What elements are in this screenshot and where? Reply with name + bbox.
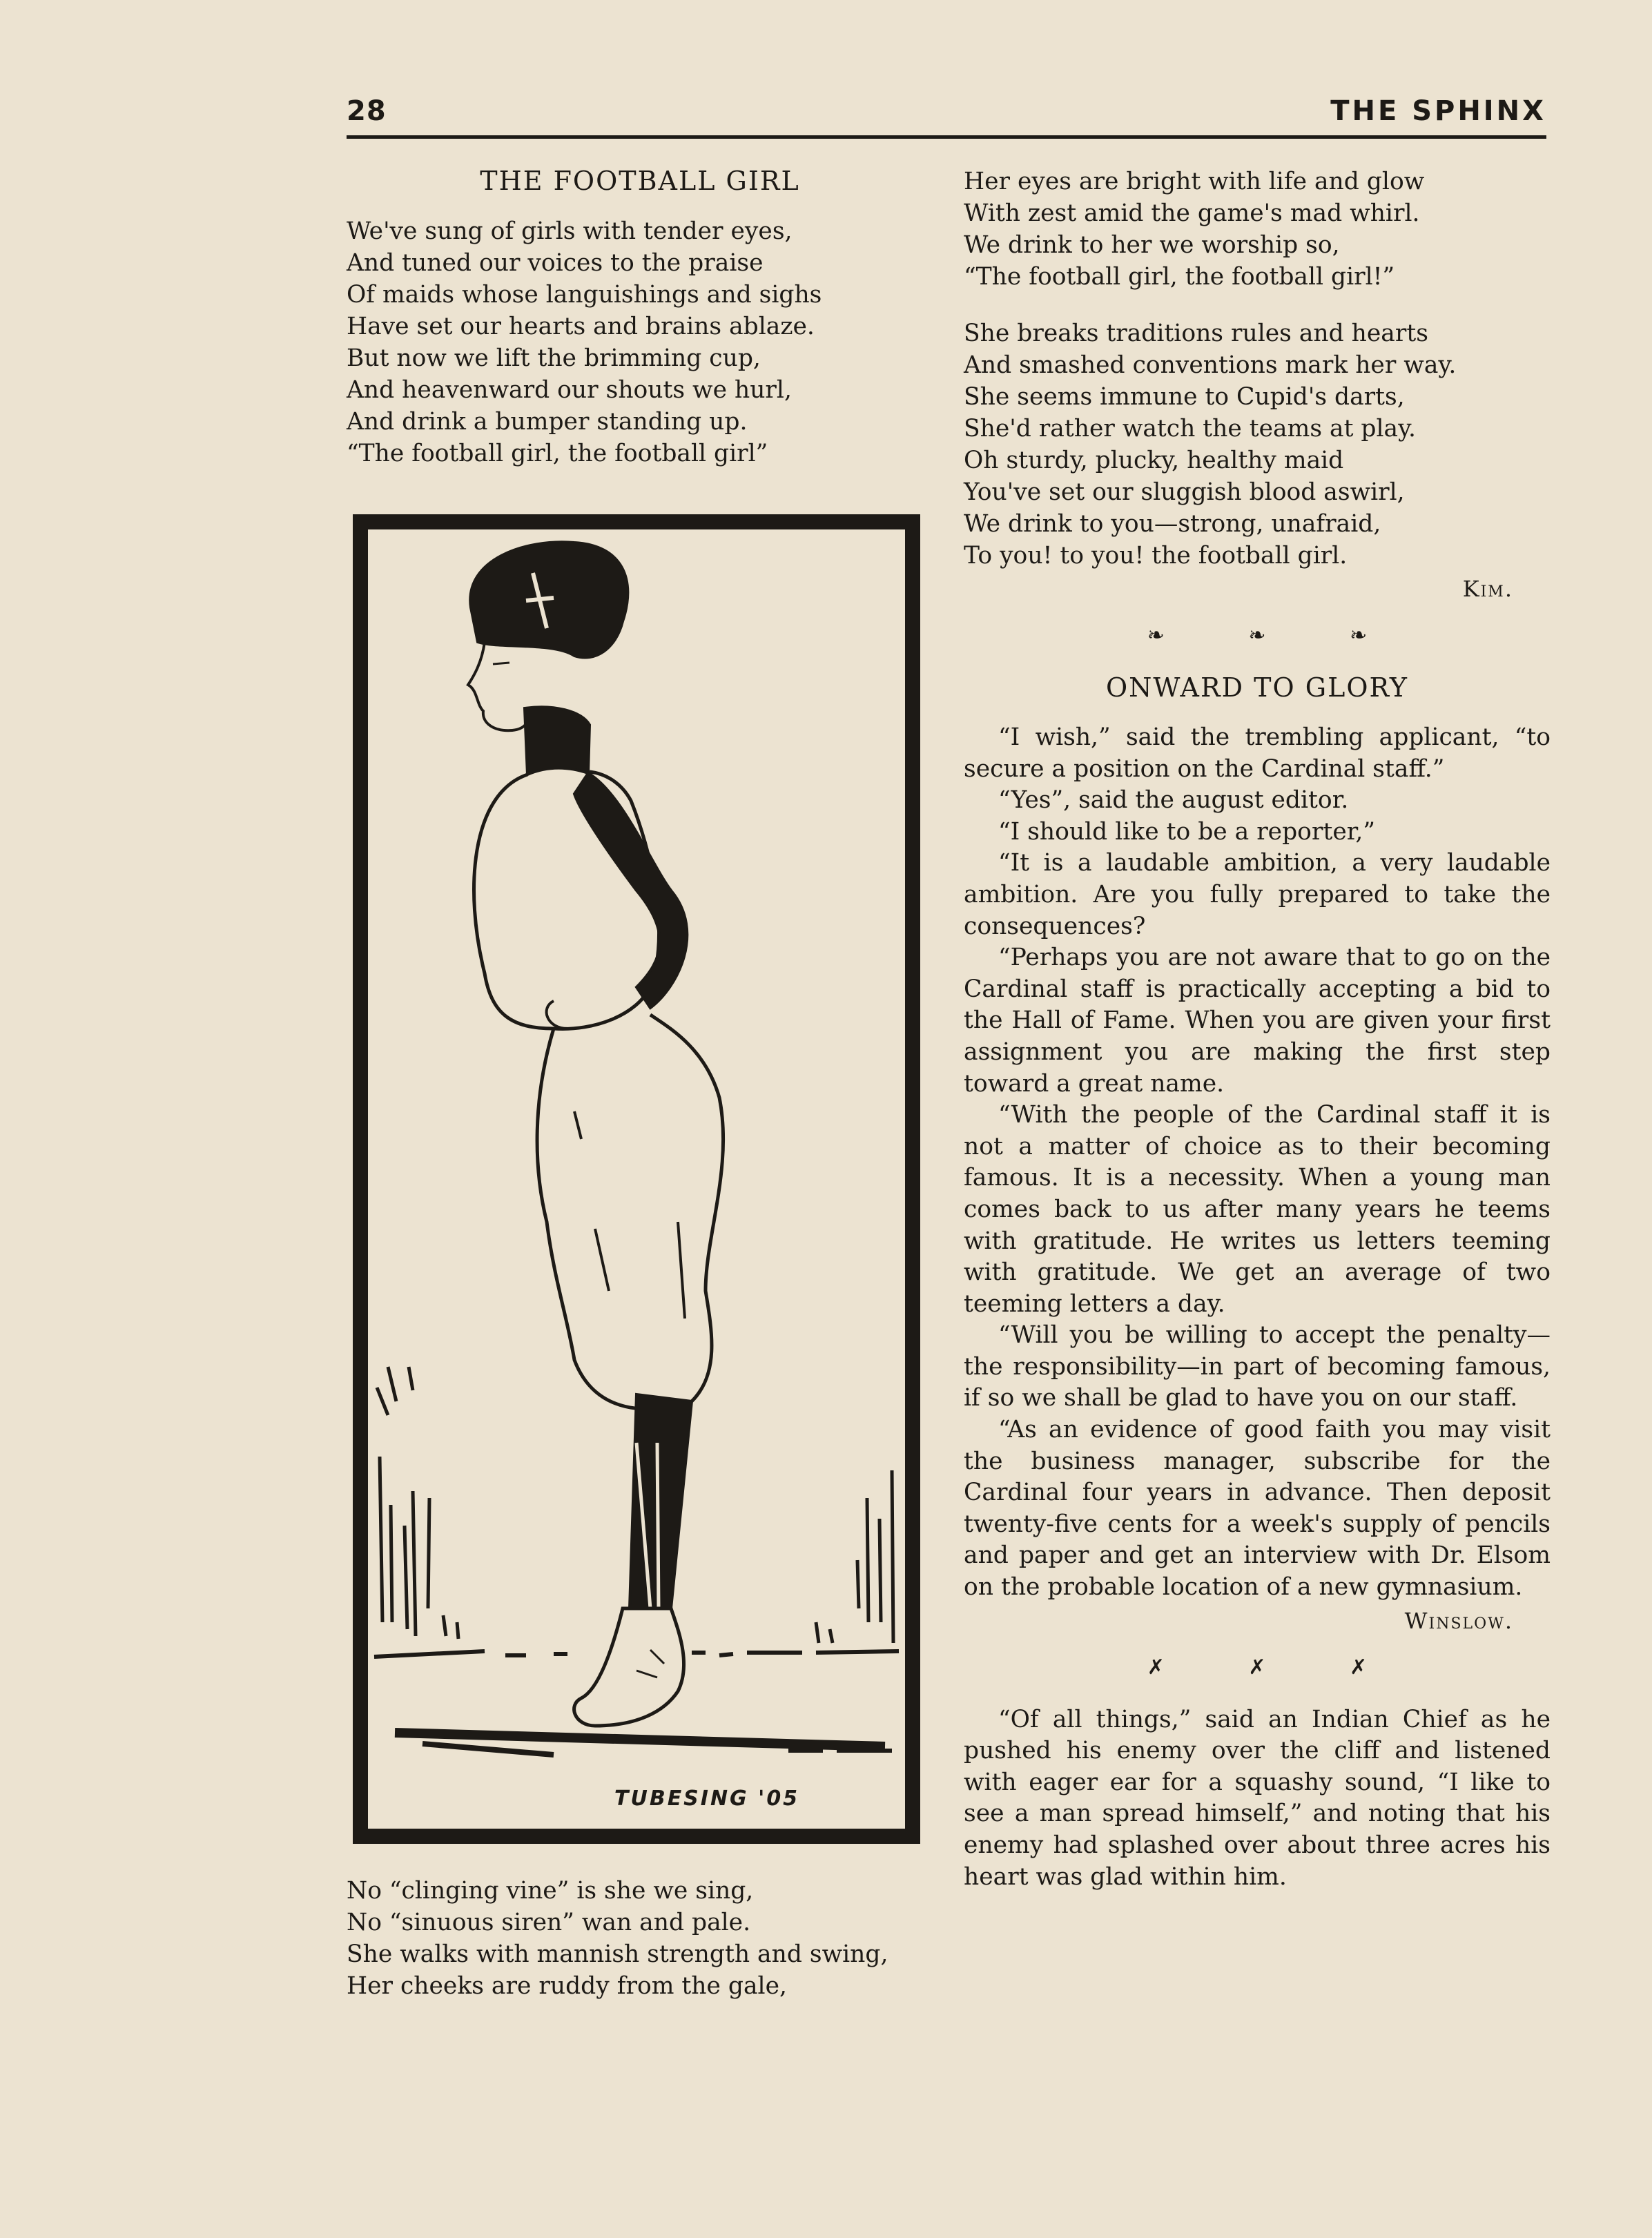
article-body (964, 722, 1551, 1604)
poem-line: Oh sturdy, plucky, healthy maid (964, 447, 1344, 474)
poem-line: Have set our hearts and brains ablaze. (347, 313, 815, 340)
anecdote-paragraph: “Of all things,” said an Indian Chief as he pushed his enemy over the cliff and listened with eager ear for a squashy sound, “I like to see a man spread himself,” and noting that his enemy had splashed over about three acres his heart was glad within him. (964, 1705, 1551, 1891)
illustration-frame (360, 522, 913, 1836)
football-girl-figure (468, 542, 723, 1726)
article-paragraph: “I should like to be a reporter,” (998, 817, 1376, 846)
ground-lines (374, 1651, 899, 1755)
poem-line: No “clinging vine” is she we sing, (347, 1877, 754, 1905)
poem-line: Her eyes are bright with life and glow (964, 168, 1425, 195)
article-signature: Winslow. (1404, 1607, 1513, 1634)
poem-line: And drink a bumper standing up. (347, 408, 748, 436)
poem-line: And heavenward our shouts we hurl, (347, 376, 792, 404)
poem-line: “The football girl, the football girl!” (964, 263, 1395, 291)
running-head-title: THE SPHINX (1330, 95, 1546, 127)
article-paragraph: “Yes”, said the august editor. (998, 786, 1349, 815)
poem-line: And tuned our voices to the praise (347, 249, 764, 277)
artist-signature: TUBESING '05 (614, 1787, 800, 1811)
poem-line: No “sinuous siren” wan and pale. (347, 1909, 751, 1936)
poem-line: With zest amid the game's mad whirl. (964, 200, 1420, 227)
section-divider-fleurons: ❧ ❧ ❧ (1147, 623, 1406, 648)
left-column (347, 166, 933, 469)
poem-stanza-2 (347, 1875, 940, 2002)
poem-signature: Kim. (1462, 576, 1513, 602)
poem-line: And smashed conventions mark her way. (964, 351, 1457, 379)
article-paragraph: “Perhaps you are not aware that to go on the Cardinal staff is practically accepting a bid to the Hall of Fame. When you are given your first assignment you are making the first step toward a great name. (964, 944, 1551, 1098)
poem-line: We drink to her we worship so, (964, 231, 1340, 259)
poem-line: We drink to you—strong, unafraid, (964, 510, 1381, 538)
right-column (964, 166, 1551, 1893)
article-paragraph: “As an evidence of good faith you may visit the business manager, subscribe for the Cardinal four years in advance. Then deposit twenty-five cents for a week's supply of pencils and paper and get an interview with Dr. Elsom on the probable location of a new gymnasium. (964, 1416, 1551, 1602)
poem-line: But now we lift the brimming cup, (347, 344, 761, 372)
football-girl-illustration (347, 504, 931, 1851)
article-title: ONWARD TO GLORY (1105, 672, 1409, 703)
poem-stanza-3 (964, 318, 1551, 572)
article-paragraph: “It is a laudable ambition, a very laudable ambition. Are you fully prepared to take the consequences? (964, 849, 1551, 940)
poem-title: THE FOOTBALL GIRL (480, 166, 800, 196)
poem-stanza-1 (347, 215, 933, 469)
poem-line: You've set our sluggish blood aswirl, (964, 478, 1405, 506)
poem-line: She'd rather watch the teams at play. (964, 415, 1416, 442)
running-header (347, 91, 1546, 141)
poem-line: Her cheeks are ruddy from the gale, (347, 1972, 787, 2000)
poem-line: “The football girl, the football girl” (347, 440, 768, 467)
poem-line: To you! to you! the football girl. (964, 542, 1348, 570)
poem-line: She seems immune to Cupid's darts, (964, 383, 1405, 411)
illustration-drawing (347, 504, 931, 1851)
poem-line: She breaks traditions rules and hearts (964, 320, 1428, 347)
poem-line: We've sung of girls with tender eyes, (347, 217, 793, 245)
page-number: 28 (347, 95, 387, 127)
article-paragraph: “I wish,” said the trembling applicant, “to secure a position on the Cardinal staff.” (964, 723, 1551, 783)
poem-line: She walks with mannish strength and swing, (347, 1940, 888, 1968)
article-paragraph: “Will you be willing to accept the penalty—the responsibility—in part of becoming famous, if so we shall be glad to have you on our staff. (964, 1321, 1551, 1412)
article-paragraph: “With the people of the Cardinal staff it is not a matter of choice as to their becoming famous. It is a necessity. When a young man comes back to us after many years he teems with gratitude. He writes us letters teeming with gratitude. We get an average of two teeming letters a day. (964, 1101, 1551, 1318)
poem-stanza-2-continued (964, 166, 1551, 293)
header-rule (347, 135, 1546, 139)
section-divider-crosses: ✗ ✗ ✗ (1147, 1655, 1406, 1680)
poem-line: Of maids whose languishings and sighs (347, 281, 822, 309)
left-column-bottom (347, 1875, 940, 2002)
